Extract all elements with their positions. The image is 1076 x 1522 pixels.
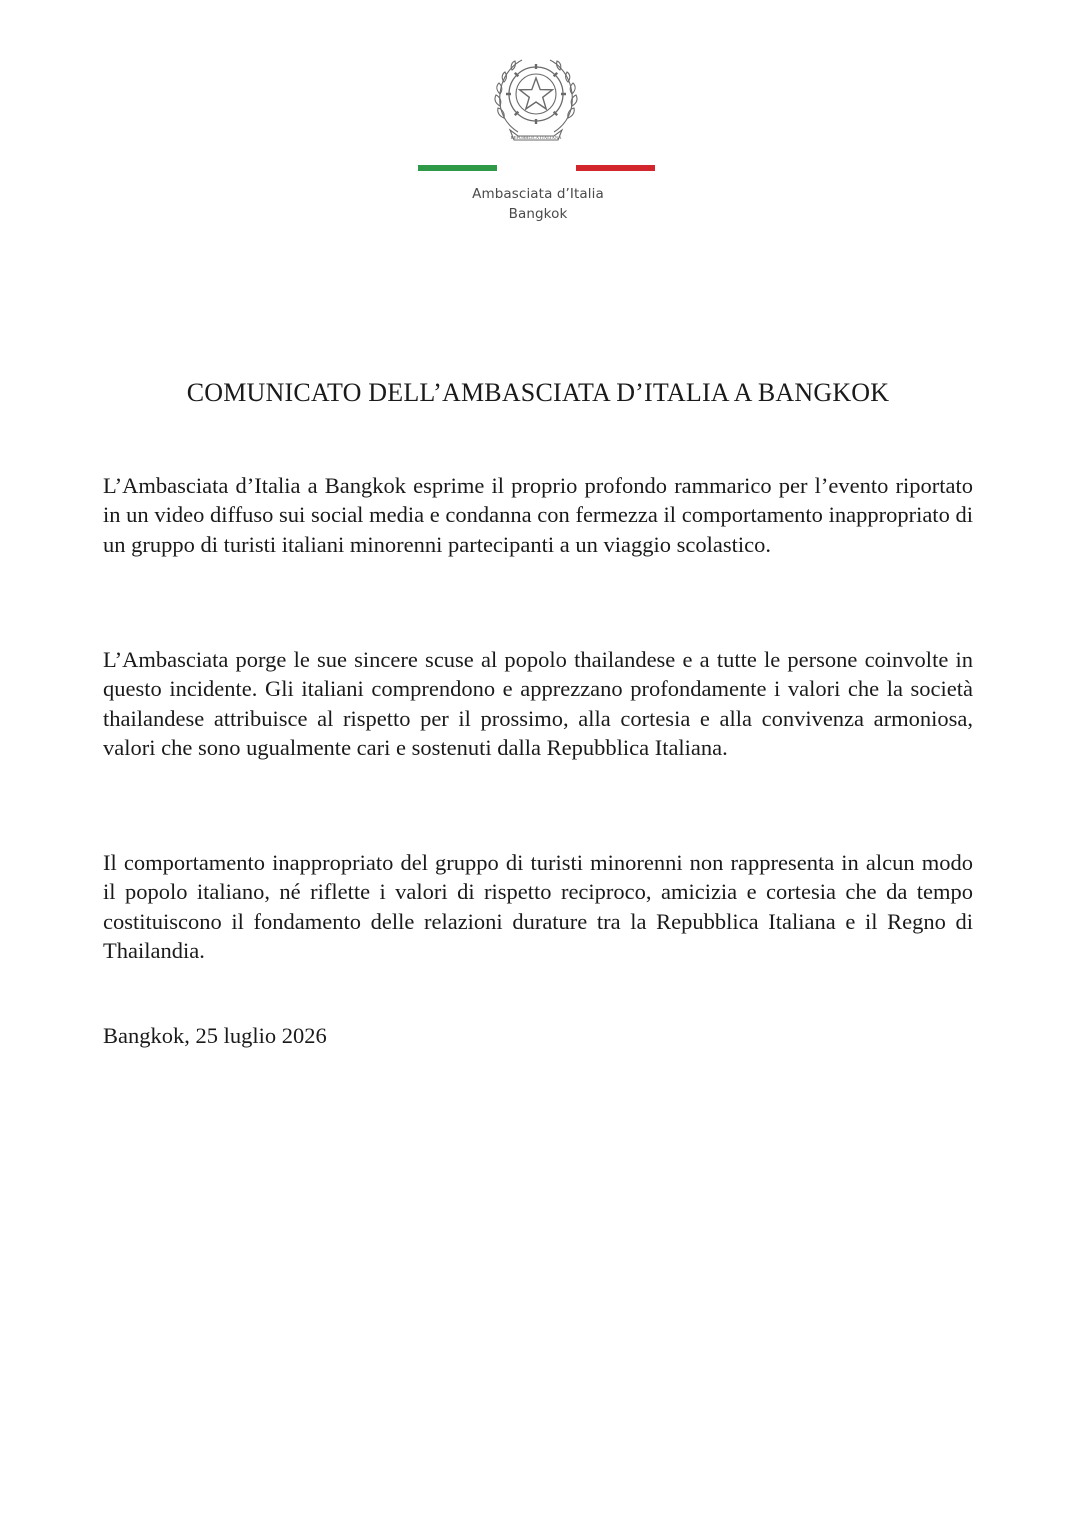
paragraph-2: L’Ambasciata porge le sue sincere scuse al popolo thailandese e a tutte le persone coinvolte in questo incidente. Gli italiani comprendono e apprezzano profondamente i valori che la società thailandese attribuisce al rispetto per il prossimo, alla cortesia e alla convivenza armoniosa, valori che sono ugualmente cari e sostenuti dalla Repubblica Italiana.	[103, 647, 973, 761]
emblem-of-italy-icon	[488, 48, 584, 148]
italian-tricolor-rule	[418, 165, 655, 171]
organization-name: Ambasciata d’Italia	[472, 186, 604, 202]
emblem-inscription: REPUBBLICA ITALIANA	[510, 134, 562, 140]
place-and-date: Bangkok, 25 luglio 2026	[103, 1023, 327, 1048]
tricolor-green	[418, 165, 497, 171]
document-title: COMUNICATO DELL’AMBASCIATA D’ITALIA A BANGKOK	[186, 378, 890, 407]
organization-city: Bangkok	[508, 206, 568, 222]
paragraph-1: L’Ambasciata d’Italia a Bangkok esprime il proprio profondo rammarico per l’evento riportato in un video diffuso sui social media e condanna con fermezza il comportamento inappropriato di un gruppo di turisti italiani minorenni partecipanti a un viaggio scolastico.	[103, 473, 973, 557]
tricolor-white	[497, 165, 576, 171]
letterhead	[0, 0, 1076, 240]
paragraph-3: Il comportamento inappropriato del gruppo di turisti minorenni non rappresenta in alcun modo il popolo italiano, né riflette i valori di rispetto reciproco, amicizia e cortesia che da tempo costituiscono il fondamento delle relazioni durature tra la Repubblica Italiana e il Regno di Thailandia.	[103, 850, 973, 964]
tricolor-red	[576, 165, 655, 171]
